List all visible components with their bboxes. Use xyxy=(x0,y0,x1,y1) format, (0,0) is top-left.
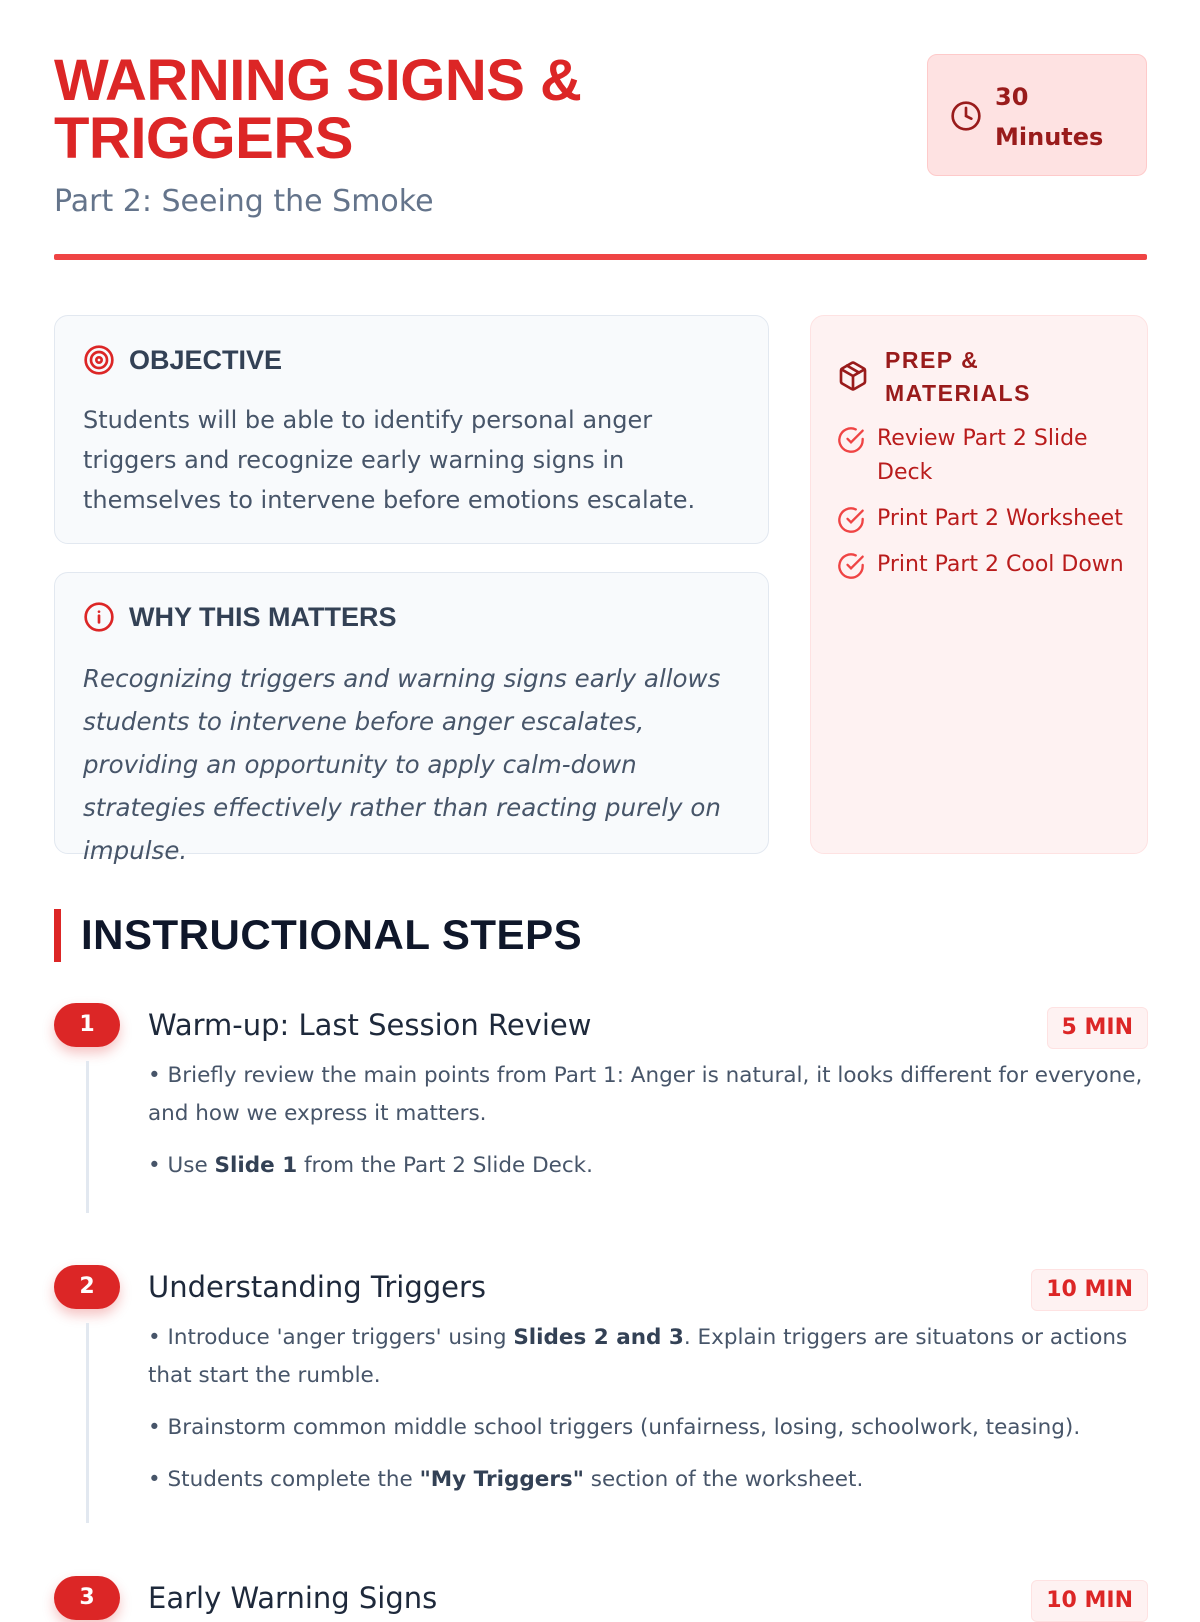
step-number-badge: 2 xyxy=(54,1265,120,1309)
objective-card xyxy=(54,315,769,544)
step-bullet: • Briefly review the main points from Part 1: Anger is natural, it looks different for everyone, and how we express it matters. xyxy=(148,1063,1143,1126)
step-bullets xyxy=(148,1319,1148,1513)
step-title: Warm-up: Last Session Review xyxy=(148,1008,592,1042)
objective-text: Students will be able to identify personal anger triggers and recognize early warning signs in themselves to intervene before emotions escalate. xyxy=(83,406,696,514)
check-circle-icon xyxy=(837,552,865,580)
timeline-line xyxy=(86,1061,89,1213)
prep-item xyxy=(837,422,1137,490)
title-line-2: TRIGGERS xyxy=(54,106,353,171)
step-duration-badge: 10 MIN xyxy=(1031,1580,1148,1622)
package-icon xyxy=(837,360,869,392)
duration-badge xyxy=(927,54,1147,176)
check-circle-icon xyxy=(837,426,865,454)
step-title: Early Warning Signs xyxy=(148,1581,438,1615)
why-card xyxy=(54,572,769,865)
prep-item xyxy=(837,502,1137,536)
step-title: Understanding Triggers xyxy=(148,1270,487,1304)
objective-header xyxy=(83,344,282,376)
step-bullet: • Introduce 'anger triggers' using Slides 2 and 3. Explain triggers are situatons or actions that start the rumble. xyxy=(148,1325,1128,1388)
why-text: Recognizing triggers and warning signs early allows students to intervene before anger escalates, providing an opportunity to apply calm-down strategies effectively rather than reacting purely on impulse. xyxy=(83,664,721,865)
step-bullet: • Students complete the "My Triggers" section of the worksheet. xyxy=(148,1467,864,1492)
step-number-badge: 3 xyxy=(54,1576,120,1620)
section-title: INSTRUCTIONAL STEPS xyxy=(81,911,583,958)
prep-item-label: Print Part 2 Worksheet xyxy=(877,506,1123,531)
prep-item-label: Review Part 2 Slide Deck xyxy=(877,426,1088,485)
info-icon xyxy=(83,601,115,633)
step-bullet: • Brainstorm common middle school triggers (unfairness, losing, schoolwork, teasing). xyxy=(148,1415,1081,1440)
prep-item xyxy=(837,548,1137,582)
prep-header xyxy=(837,344,1065,410)
check-circle-icon xyxy=(837,506,865,534)
step-duration-badge: 5 MIN xyxy=(1047,1007,1148,1049)
section-accent-bar xyxy=(54,909,61,962)
why-label: WHY THIS MATTERS xyxy=(129,601,397,632)
clock-icon xyxy=(950,100,982,132)
page-title xyxy=(54,48,814,171)
prep-label: PREP & MATERIALS xyxy=(885,347,1031,406)
duration-value: 30 xyxy=(995,83,1029,111)
why-header xyxy=(83,601,397,633)
step-bullet: • Use Slide 1 from the Part 2 Slide Deck. xyxy=(148,1153,593,1178)
duration-unit: Minutes xyxy=(995,123,1104,151)
header-divider xyxy=(54,254,1147,260)
objective-label: OBJECTIVE xyxy=(129,344,283,375)
target-icon xyxy=(83,344,115,376)
step-number-badge: 1 xyxy=(54,1003,120,1047)
step-duration-badge: 10 MIN xyxy=(1031,1269,1148,1311)
prep-list xyxy=(837,422,1137,594)
prep-materials-card xyxy=(810,315,1148,854)
step-bullets xyxy=(148,1057,1148,1199)
page-subtitle: Part 2: Seeing the Smoke xyxy=(54,184,434,219)
timeline-line xyxy=(86,1323,89,1523)
prep-item-label: Print Part 2 Cool Down xyxy=(877,552,1124,577)
duration-text xyxy=(995,77,1135,157)
title-line-1: WARNING SIGNS & xyxy=(54,48,582,113)
